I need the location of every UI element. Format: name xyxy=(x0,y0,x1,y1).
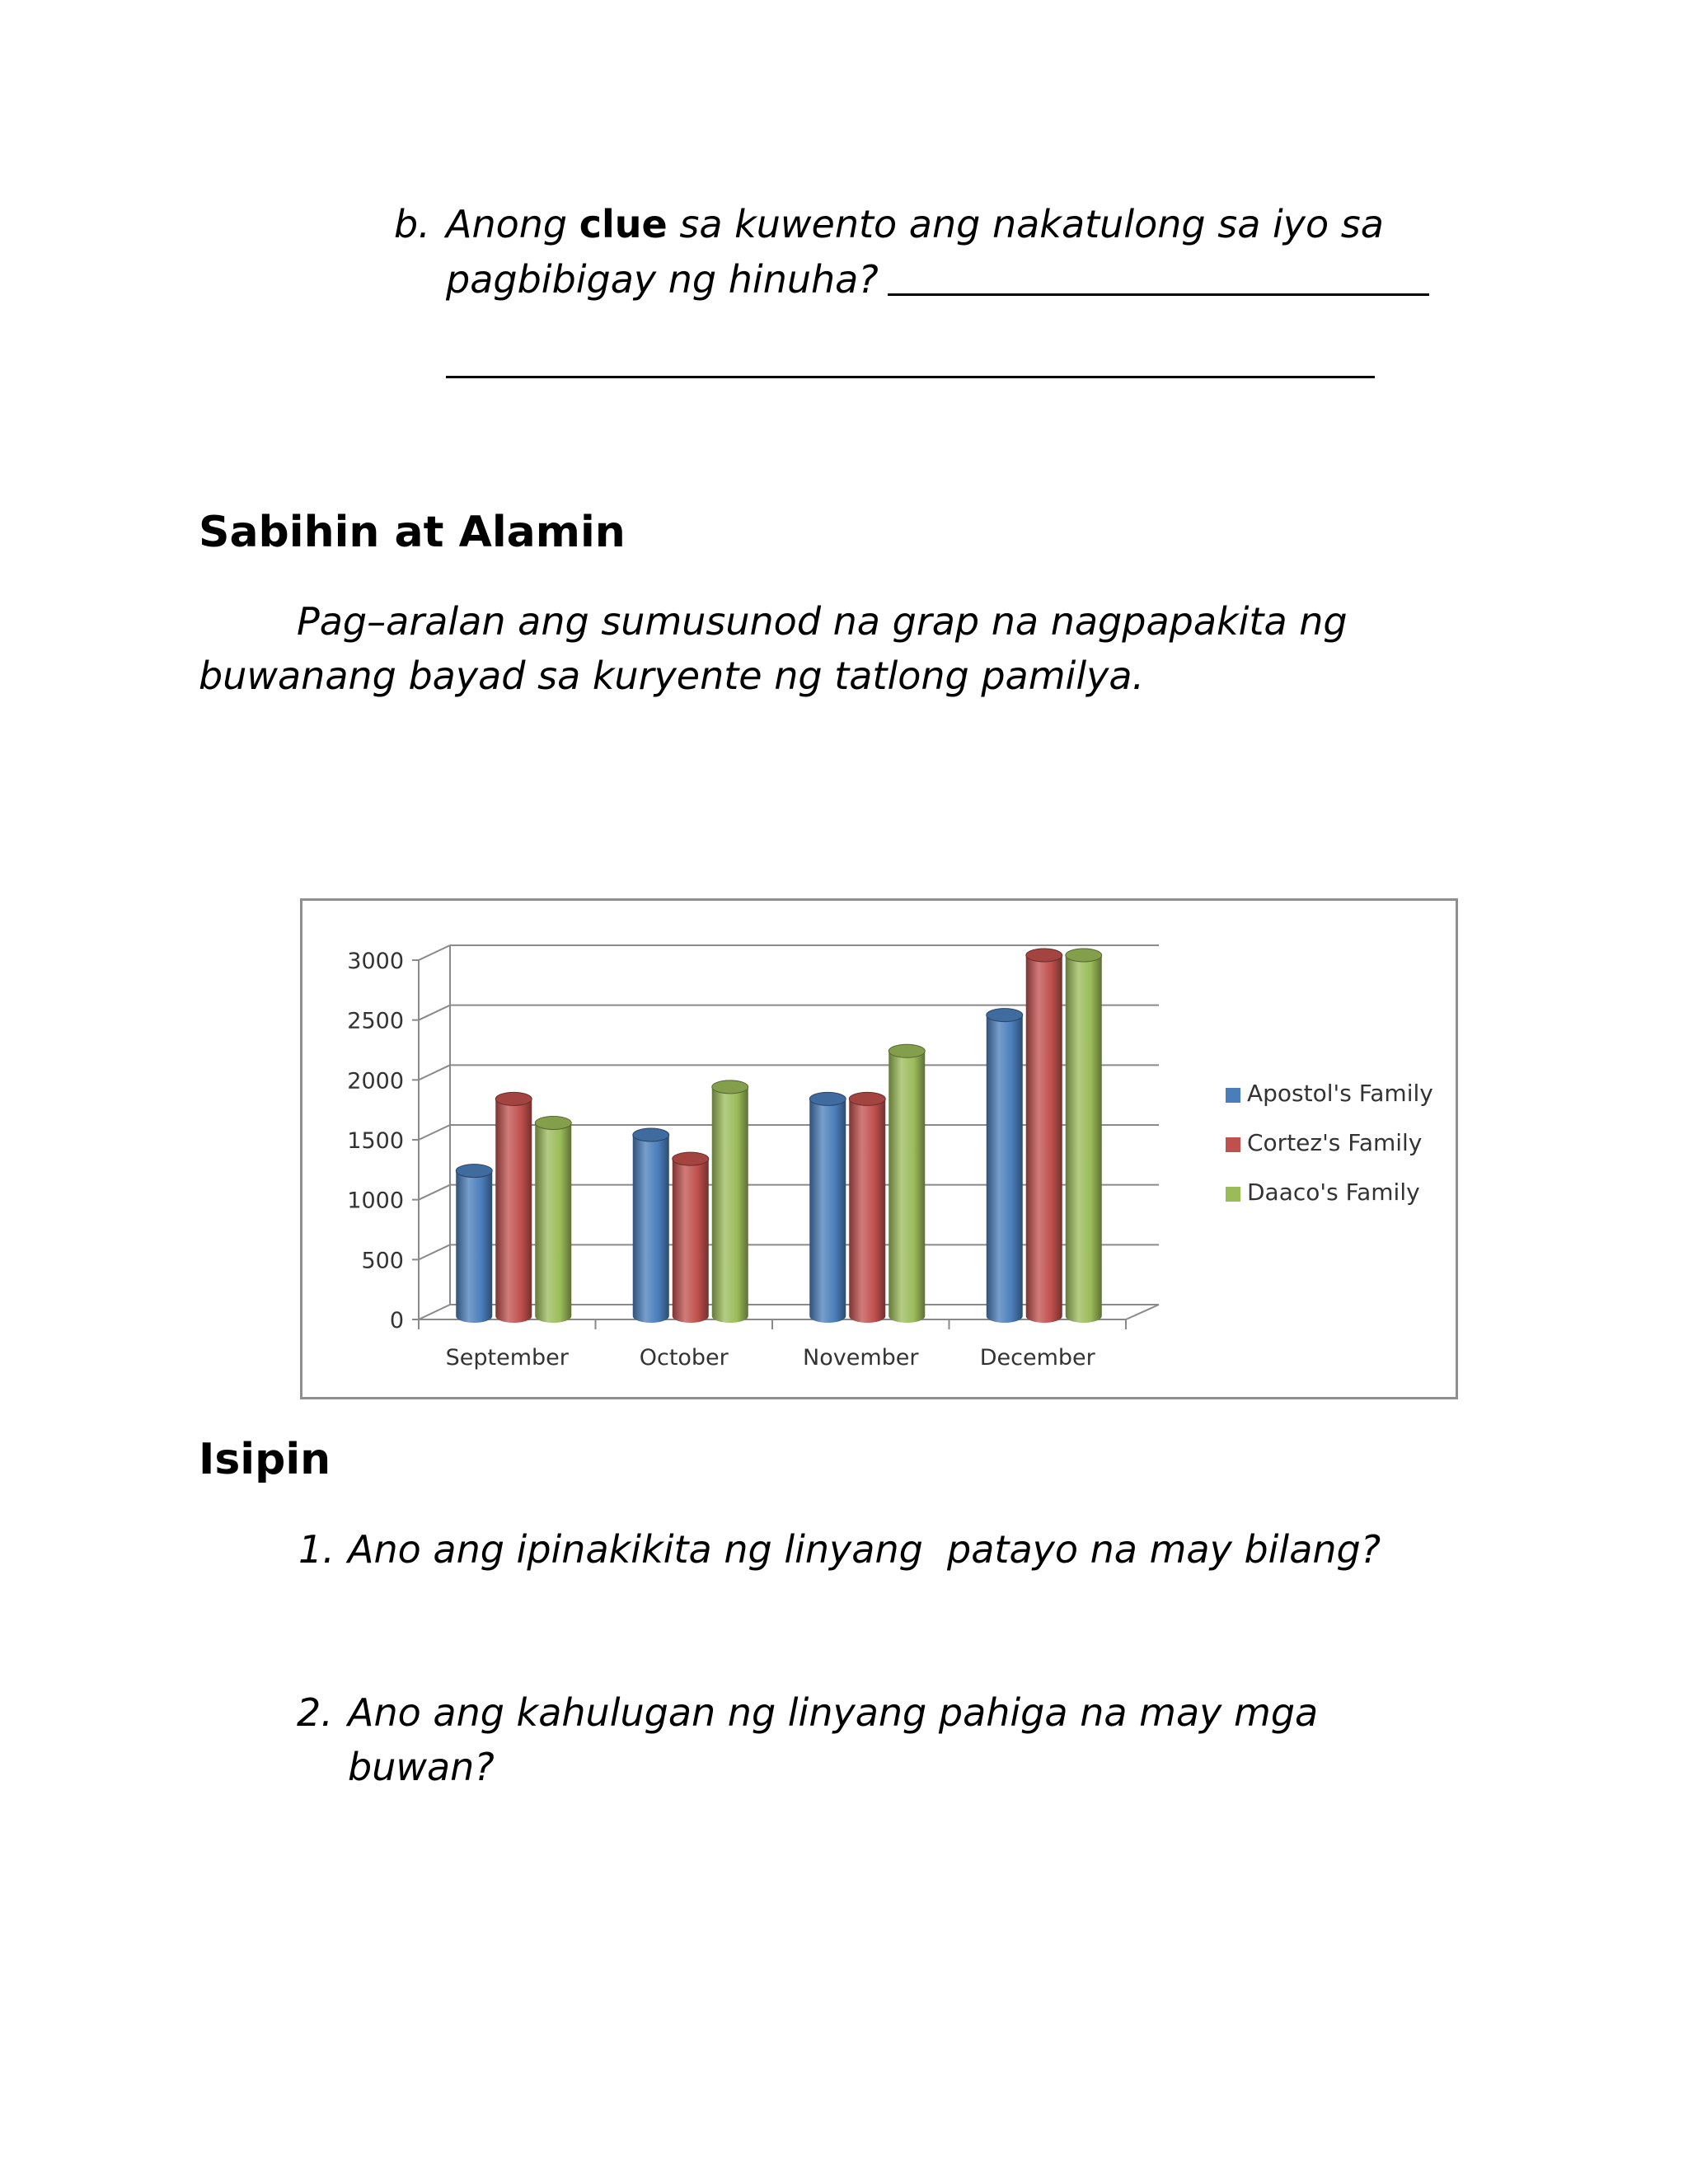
bar-top xyxy=(809,1092,846,1105)
question-1-number: 1. xyxy=(298,1527,335,1572)
bar xyxy=(987,1015,1023,1323)
question-b-line2: pagbibigay ng hinuha? xyxy=(446,257,879,302)
bar-top xyxy=(535,1116,571,1129)
legend-label: Cortez's Family xyxy=(1247,1129,1423,1156)
bar xyxy=(535,1122,571,1323)
legend-swatch xyxy=(1226,1088,1240,1103)
legend-swatch xyxy=(1226,1187,1240,1202)
gridline-side xyxy=(419,1305,450,1319)
bar-top xyxy=(456,1165,492,1178)
bar xyxy=(849,1099,885,1323)
question-b-line1 xyxy=(446,196,1384,252)
answer-blank-2[interactable] xyxy=(446,376,1375,378)
y-tick-label: 1000 xyxy=(347,1188,404,1214)
question-b-bold: clue xyxy=(579,202,668,246)
bar-top xyxy=(633,1128,669,1141)
x-tick-label: September xyxy=(445,1345,569,1371)
y-tick-label: 2500 xyxy=(347,1008,404,1034)
bar-top xyxy=(1026,949,1062,962)
legend-label: Daaco's Family xyxy=(1247,1179,1420,1206)
question-2-line1: Ano ang kahulugan ng linyang pahiga na may mga xyxy=(348,1690,1319,1735)
y-tick-label: 2000 xyxy=(347,1068,404,1094)
question-2-line2: buwan? xyxy=(348,1745,495,1789)
bar-top xyxy=(673,1152,709,1165)
question-1-text: Ano ang ipinakikita ng linyang patayo na may bilang? xyxy=(348,1527,1381,1572)
y-tick-label: 0 xyxy=(389,1308,404,1333)
gridline-side xyxy=(419,1185,450,1200)
bar xyxy=(809,1099,846,1323)
bar-top xyxy=(712,1080,748,1094)
bar xyxy=(889,1051,925,1323)
section-heading-sabihin: Sabihin at Alamin xyxy=(199,508,626,557)
chart-svg xyxy=(302,901,1456,1397)
question-2-number: 2. xyxy=(297,1690,333,1735)
gridline-side xyxy=(419,1244,450,1259)
bar xyxy=(1066,955,1102,1323)
answer-blank-1[interactable] xyxy=(888,293,1429,296)
bar xyxy=(673,1159,709,1323)
bar-chart xyxy=(300,898,1458,1399)
x-axis-floor-side xyxy=(1126,1305,1159,1319)
section-paragraph-line1: Pag–aralan ang sumusunod na grap na nagpapakita ng xyxy=(297,599,1348,644)
question-b-text-before: Anong xyxy=(446,202,579,246)
section-heading-isipin: Isipin xyxy=(199,1435,331,1484)
legend-label: Apostol's Family xyxy=(1247,1080,1433,1107)
gridline-side xyxy=(419,1065,450,1080)
y-tick-label: 500 xyxy=(361,1248,404,1274)
x-tick-label: December xyxy=(979,1345,1095,1371)
bar-top xyxy=(849,1092,885,1105)
y-tick-label: 1500 xyxy=(347,1128,404,1154)
legend-swatch xyxy=(1226,1137,1240,1152)
bar-top xyxy=(495,1092,532,1105)
bar xyxy=(456,1171,492,1323)
bar-top xyxy=(1066,949,1102,962)
bar-top xyxy=(889,1044,925,1057)
gridline-side xyxy=(419,1005,450,1020)
bar xyxy=(495,1099,532,1323)
bar xyxy=(712,1087,748,1323)
bar-top xyxy=(987,1009,1023,1022)
bar xyxy=(1026,955,1062,1323)
x-tick-label: November xyxy=(803,1345,919,1371)
bar xyxy=(633,1135,669,1323)
question-b-marker: b. xyxy=(394,202,430,246)
chart-legend xyxy=(1226,1080,1433,1206)
x-tick-label: October xyxy=(639,1345,729,1371)
section-paragraph-line2: buwanang bayad sa kuryente ng tatlong pamilya. xyxy=(199,654,1145,698)
gridline-side xyxy=(419,945,450,960)
question-b-text-after: sa kuwento ang nakatulong sa iyo sa xyxy=(667,202,1384,246)
gridline-side xyxy=(419,1125,450,1140)
y-tick-label: 3000 xyxy=(347,949,404,974)
